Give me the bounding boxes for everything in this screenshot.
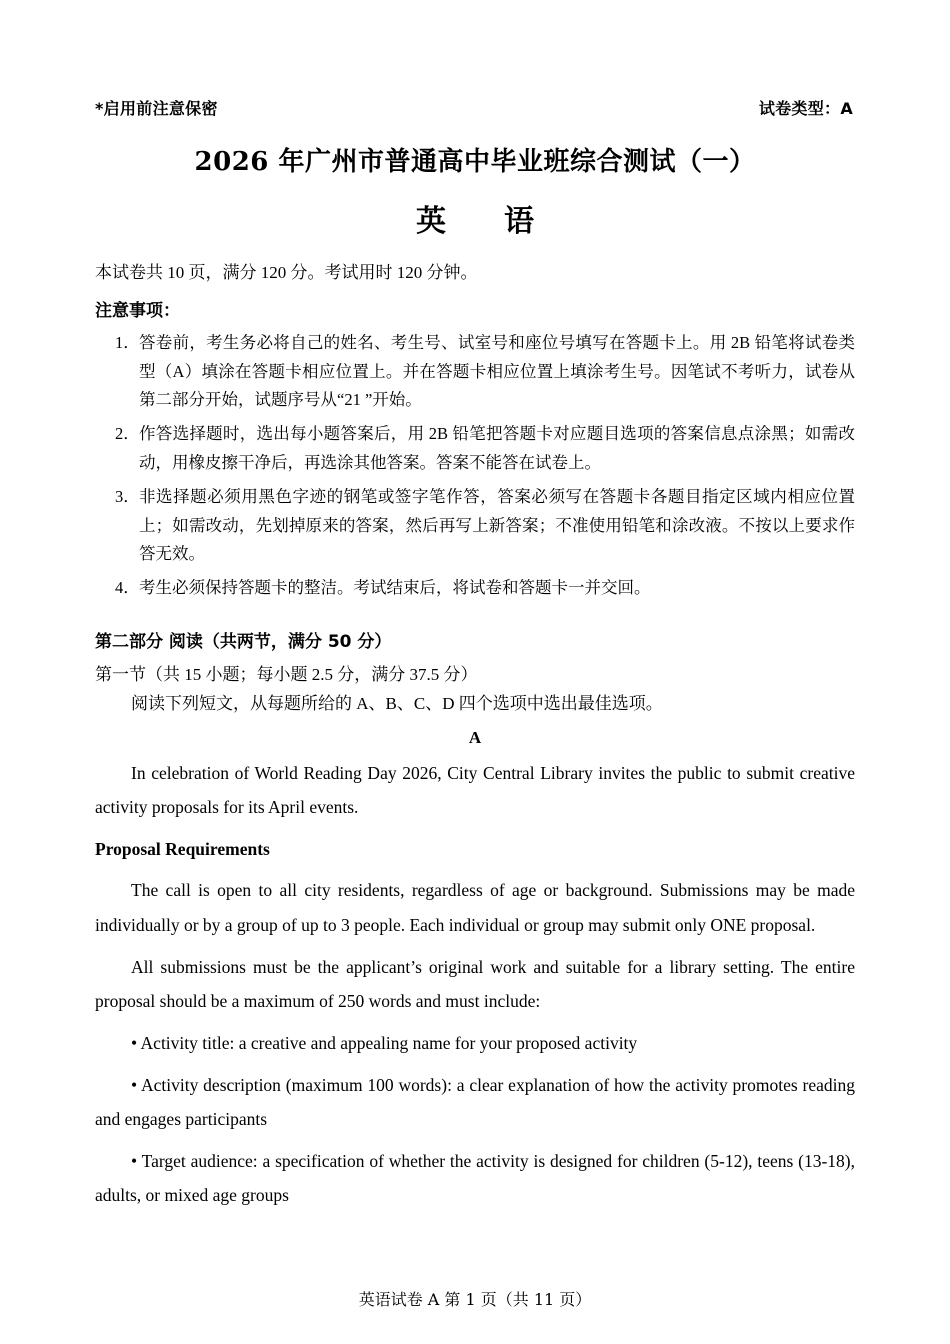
notice-heading: 注意事项： [95, 301, 180, 322]
notice-list [95, 329, 855, 602]
paper-type-label: 试卷类型：A [758, 99, 853, 118]
list-item [95, 483, 855, 568]
page-title: 2026 年广州市普通高中毕业班综合测试（一） [194, 147, 756, 177]
list-item [95, 329, 855, 414]
list-item-number: 1． [115, 333, 140, 353]
list-item-number: 3． [115, 487, 140, 507]
proposal-requirements-heading: Proposal Requirements [95, 838, 270, 859]
list-item [95, 574, 855, 602]
confidential-notice: *启用前注意保密 [95, 99, 218, 118]
page-footer: 英语试卷 A 第 1 页（共 11 页） [358, 1290, 592, 1309]
section-one-heading: 第一节（共 15 小题；每小题 2.5 分，满分 37.5 分） [95, 664, 478, 684]
paper-info-line: 本试卷共 10 页，满分 120 分。考试用时 120 分钟。 [95, 263, 478, 282]
passage-letter-a: A [468, 727, 482, 747]
list-item-number: 2． [115, 424, 140, 444]
page-content [95, 96, 855, 1213]
section-one-instruction: 阅读下列短文，从每题所给的 A、B、C、D 四个选项中选出最佳选项。 [131, 693, 663, 713]
list-item-text: 作答选择题时，选出每小题答案后，用 2B 铅笔把答题卡对应题目选项的答案信息点涂黑；如需改动，用橡皮擦干净后，再选涂其他答案。答案不能答在试卷上。 [139, 424, 855, 472]
passage-bullet-2: • Activity description (maximum 100 words): a clear explanation of how the activity promotes reading and engages participants [95, 1075, 855, 1130]
passage-bullet-3: • Target audience: a specification of whether the activity is designed for children (5-12), teens (13-18), adults, or mixed age groups [95, 1151, 855, 1206]
list-item-number: 4． [115, 578, 140, 598]
passage-paragraph-1: In celebration of World Reading Day 2026, City Central Library invites the public to submit creative activity proposals for its April events. [95, 762, 855, 817]
passage-paragraph-2: The call is open to all city residents, regardless of age or background. Submissions may be made individually or by a group of up to 3 people. Each individual or group may submit only ONE proposal. [95, 880, 855, 935]
part-two-heading: 第二部分 阅读（共两节，满分 50 分） [95, 631, 392, 652]
list-item-text: 非选择题必须用黑色字迹的钢笔或签字笔作答，答案必须写在答题卡各题目指定区域内相应位置上；如需改动，先划掉原来的答案，然后再写上新答案；不准使用铅笔和涂改液。不按以上要求作答无效。 [139, 487, 855, 563]
list-item-text: 答卷前，考生务必将自己的姓名、考生号、试室号和座位号填写在答题卡上。用 2B 铅笔将试卷类型（A）填涂在答题卡相应位置上。并在答题卡相应位置上填涂考生号。因笔试不考听力，试卷从第二部分开始，试题序号从“21 ”开始。 [139, 333, 855, 410]
page-header [95, 96, 855, 119]
list-item [95, 420, 855, 477]
subject-title: 英 语 [416, 204, 548, 239]
list-item-text: 考生必须保持答题卡的整洁。考试结束后，将试卷和答题卡一并交回。 [139, 578, 651, 598]
passage-paragraph-3: All submissions must be the applicant’s original work and suitable for a library setting. The entire proposal should be a maximum of 250 words and must include: [95, 956, 855, 1011]
passage-bullet-1: • Activity title: a creative and appealing name for your proposed activity [131, 1032, 638, 1053]
